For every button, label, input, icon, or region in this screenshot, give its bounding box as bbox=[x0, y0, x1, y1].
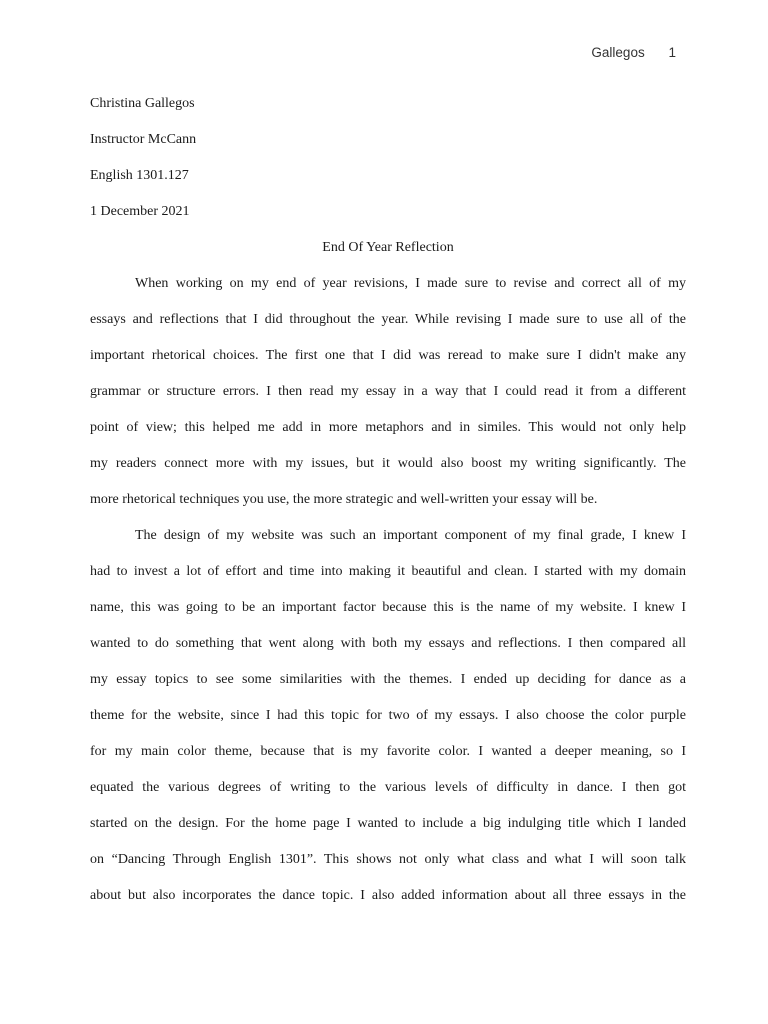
paragraph-line: started on the design. For the home page I wanted to include a big indulging title which I landed bbox=[90, 816, 686, 831]
paragraph-1 bbox=[90, 266, 686, 518]
paragraph-line: more rhetorical techniques you use, the more strategic and well-written your essay will be. bbox=[90, 492, 598, 507]
paragraph-line: theme for the website, since I had this topic for two of my essays. I also choose the color purple bbox=[90, 708, 686, 723]
paragraph-line: my essay topics to see some similarities with the themes. I ended up deciding for dance as a bbox=[90, 672, 686, 687]
paragraph-line: on “Dancing Through English 1301”. This shows not only what class and what I will soon talk bbox=[90, 852, 686, 867]
paragraph-line: point of view; this helped me add in more metaphors and in similes. This would not only help bbox=[90, 420, 686, 435]
course-name: English 1301.127 bbox=[90, 168, 189, 183]
paragraph-line: The design of my website was such an important component of my final grade, I knew I bbox=[135, 528, 686, 543]
document-title: End Of Year Reflection bbox=[322, 240, 454, 255]
paragraph-line: about but also incorporates the dance topic. I also added information about all three essays in the bbox=[90, 888, 686, 903]
paragraph-line: name, this was going to be an important factor because this is the name of my website. I knew I bbox=[90, 600, 686, 615]
paragraph-2 bbox=[90, 518, 686, 914]
running-head bbox=[591, 45, 676, 60]
document-date: 1 December 2021 bbox=[90, 204, 190, 219]
header-surname: Gallegos bbox=[591, 45, 645, 60]
paragraph-line: equated the various degrees of writing to the various levels of difficulty in dance. I then got bbox=[90, 780, 686, 795]
paragraph-line: had to invest a lot of effort and time into making it beautiful and clean. I started with my domain bbox=[90, 564, 686, 579]
instructor-name: Instructor McCann bbox=[90, 132, 197, 147]
page-number: 1 bbox=[668, 45, 676, 60]
paragraph-line: wanted to do something that went along with both my essays and reflections. I then compared all bbox=[90, 636, 686, 651]
paragraph-line: my readers connect more with my issues, but it would also boost my writing significantly. The bbox=[90, 456, 686, 471]
document-body bbox=[90, 86, 686, 914]
paragraph-line: important rhetorical choices. The first one that I did was reread to make sure I didn't make any bbox=[90, 348, 686, 363]
paragraph-line: grammar or structure errors. I then read my essay in a way that I could read it from a different bbox=[90, 384, 686, 399]
student-name: Christina Gallegos bbox=[90, 96, 195, 111]
paragraph-line: essays and reflections that I did throughout the year. While revising I made sure to use all of the bbox=[90, 312, 686, 327]
paragraph-line: for my main color theme, because that is my favorite color. I wanted a deeper meaning, so I bbox=[90, 744, 686, 759]
paragraph-line: When working on my end of year revisions, I made sure to revise and correct all of my bbox=[135, 276, 686, 291]
